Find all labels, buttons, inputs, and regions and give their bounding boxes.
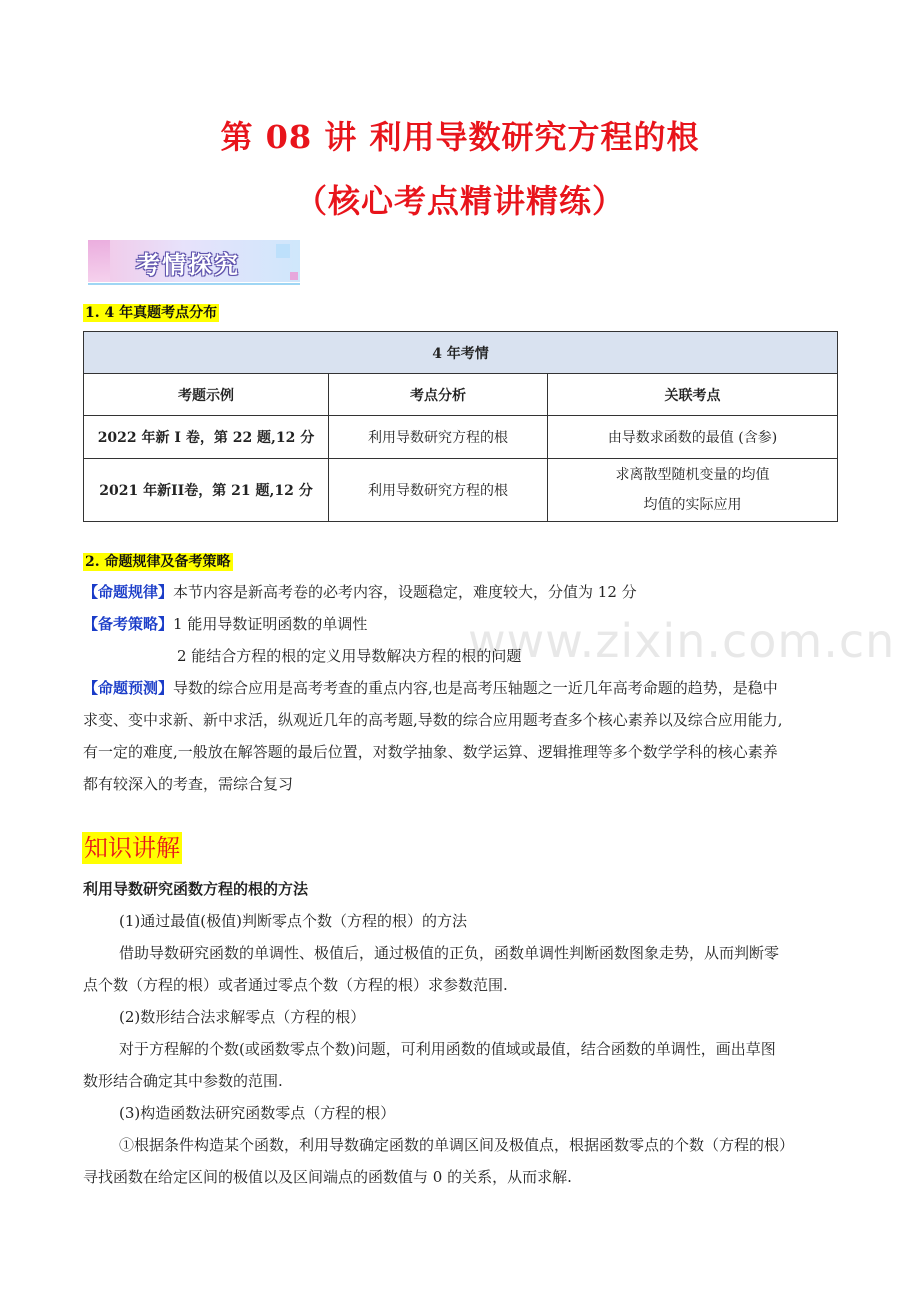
section2-heading: 2. 命题规律及备考策略 <box>85 554 231 570</box>
method-3-title: (3)构造函数法研究函数零点（方程的根） <box>119 1104 396 1122</box>
table-row <box>84 416 838 459</box>
method-1-title: (1)通过最值(极值)判断零点个数（方程的根）的方法 <box>119 912 467 930</box>
method-3-text-line1: ①根据条件构造某个函数，利用导数确定函数的单调区间及极值点，根据函数零点的个数（方程的根） <box>119 1136 795 1154</box>
section-banner <box>88 240 300 282</box>
watermark: www.zixin.com.cn <box>468 614 896 668</box>
predict-line4: 都有较深入的考查，需综合复习 <box>83 775 294 793</box>
method-2-text-line1: 对于方程解的个数(或函数零点个数)问题，可利用函数的值域或最值，结合函数的单调性，画出草图 <box>119 1040 776 1058</box>
rule-text: 本节内容是新高考卷的必考内容，设题稳定，难度较大，分值为 12 分 <box>173 583 637 601</box>
knowledge-body <box>83 873 843 1193</box>
strategy-tag: 【备考策略】 <box>83 615 174 633</box>
table-cell-example: 2021 年新II卷，第 21 题,12 分 <box>84 459 329 522</box>
predict-tag: 【命题预测】 <box>83 679 174 697</box>
exam-table <box>83 331 838 522</box>
method-1-text-line2: 点个数（方程的根）或者通过零点个数（方程的根）求参数范围. <box>83 976 508 994</box>
strategy-1: 1 能用导数证明函数的单调性 <box>173 615 368 633</box>
method-2-title: (2)数形结合法求解零点（方程的根） <box>119 1008 366 1026</box>
method-1-text-line1: 借助导数研究函数的单调性、极值后，通过极值的正负，函数单调性判断函数图象走势，从而判断零 <box>119 944 780 962</box>
section1-heading: 1. 4 年真题考点分布 <box>85 305 218 321</box>
page-subtitle: （核心考点精讲精练） <box>294 182 625 220</box>
table-caption: 4 年考情 <box>84 332 838 374</box>
column-header: 考题示例 <box>84 374 329 416</box>
column-header: 考点分析 <box>329 374 548 416</box>
method-2-text-line2: 数形结合确定其中参数的范围. <box>83 1072 283 1090</box>
method-3-text-line2: 寻找函数在给定区间的极值以及区间端点的函数值与 0 的关系，从而求解. <box>83 1168 572 1186</box>
table-cell-related: 求离散型随机变量的均值 均值的实际应用 <box>548 459 838 522</box>
knowledge-heading: 知识讲解 <box>84 834 180 862</box>
predict-line2: 求变、变中求新、新中求活，纵观近几年的高考题,导数的综合应用题考查多个核心素养以及综合应用能力, <box>83 711 783 729</box>
section2-body <box>83 576 843 800</box>
predict-line1: 导数的综合应用是高考考查的重点内容,也是高考压轴题之一近几年高考命题的趋势，是稳中 <box>173 679 778 697</box>
table-row <box>84 459 838 522</box>
table-cell-analysis: 利用导数研究方程的根 <box>329 459 548 522</box>
page-title: 第 08 讲 利用导数研究方程的根 <box>220 118 700 156</box>
table-cell-example: 2022 年新 I 卷，第 22 题,12 分 <box>84 416 329 459</box>
column-header: 关联考点 <box>548 374 838 416</box>
table-cell-analysis: 利用导数研究方程的根 <box>329 416 548 459</box>
knowledge-subheading: 利用导数研究函数方程的根的方法 <box>83 880 309 898</box>
rule-tag: 【命题规律】 <box>83 583 174 601</box>
table-cell-related: 由导数求函数的最值 (含参) <box>548 416 838 459</box>
strategy-2: 2 能结合方程的根的定义用导数解决方程的根的问题 <box>177 647 522 665</box>
predict-line3: 有一定的难度,一般放在解答题的最后位置，对数学抽象、数学运算、逻辑推理等多个数学学科的核心素养 <box>83 743 778 761</box>
banner-label: 考情探究 <box>136 251 240 279</box>
